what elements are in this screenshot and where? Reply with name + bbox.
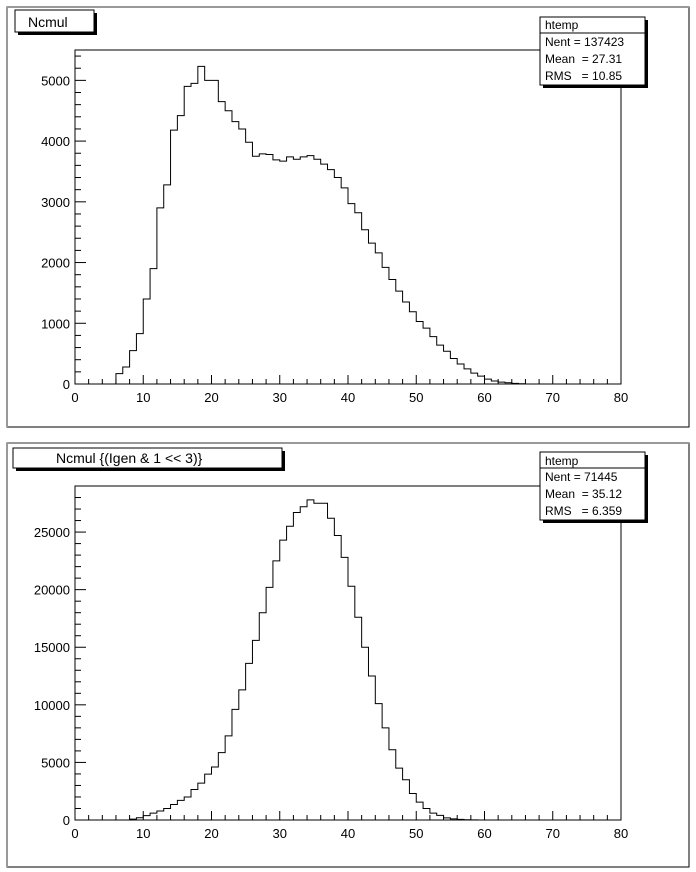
stats-name: htemp — [545, 454, 579, 468]
y-tick-label: 1000 — [41, 316, 70, 332]
y-tick-label: 2000 — [41, 255, 70, 271]
y-tick-label: 0 — [62, 813, 70, 828]
y-tick-label: 25000 — [33, 525, 70, 541]
x-tick-label: 70 — [545, 390, 560, 405]
chart-title: Ncmul — [28, 14, 68, 30]
y-tick-label: 15000 — [33, 640, 70, 656]
stats-mean: Mean = 27.31 — [545, 52, 623, 66]
x-tick-label: 0 — [71, 390, 79, 405]
stats-mean: Mean = 35.12 — [545, 487, 623, 501]
pad-ncmul — [7, 7, 689, 427]
x-tick-label: 40 — [340, 390, 356, 405]
stats-nent: Nent = 137423 — [545, 35, 625, 49]
stats-box — [540, 452, 648, 523]
y-tick-label: 10000 — [33, 697, 70, 713]
x-tick-label: 60 — [477, 826, 492, 841]
x-tick-label: 10 — [136, 390, 151, 405]
chart-title: Ncmul {(Igen & 1 << 3)} — [56, 450, 203, 466]
x-tick-label: 30 — [272, 826, 287, 841]
y-tick-label: 5000 — [41, 73, 70, 89]
x-tick-label: 10 — [136, 826, 151, 841]
x-tick-label: 60 — [477, 390, 492, 405]
x-tick-label: 50 — [409, 390, 424, 405]
x-tick-label: 50 — [409, 826, 424, 841]
x-tick-label: 70 — [545, 826, 560, 841]
y-tick-label: 4000 — [41, 134, 70, 150]
stats-nent: Nent = 71445 — [545, 470, 618, 484]
x-tick-label: 0 — [71, 826, 79, 841]
x-tick-label: 80 — [613, 390, 629, 405]
stats-box — [540, 17, 648, 88]
stats-rms: RMS = 6.359 — [545, 504, 623, 518]
x-tick-label: 80 — [613, 826, 629, 841]
y-tick-label: 0 — [62, 377, 70, 392]
y-tick-label: 20000 — [33, 582, 70, 598]
x-tick-label: 20 — [204, 826, 219, 841]
stats-rms: RMS = 10.85 — [545, 69, 623, 83]
y-tick-label: 5000 — [41, 755, 70, 771]
x-tick-label: 30 — [272, 390, 287, 405]
x-tick-label: 20 — [204, 390, 219, 405]
pad-ncmul-igen — [7, 443, 689, 867]
y-tick-label: 3000 — [41, 194, 70, 210]
x-tick-label: 40 — [340, 826, 356, 841]
stats-name: htemp — [545, 18, 579, 32]
